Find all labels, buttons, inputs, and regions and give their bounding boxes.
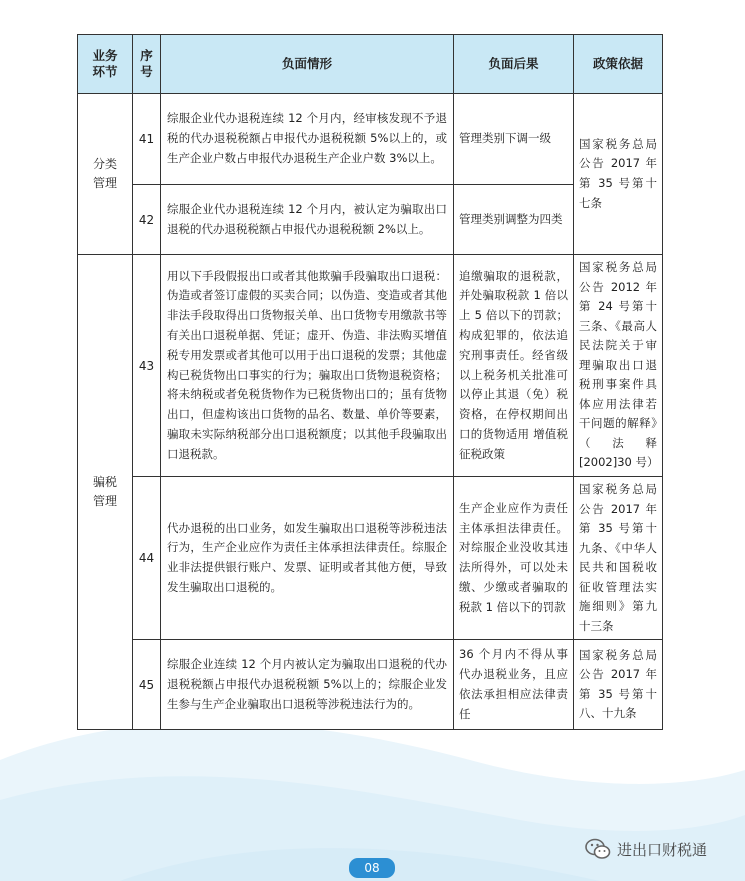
header-seq (133, 35, 161, 94)
consequence-cell: 36 个月内不得从事代办退税业务，且应依法承担相应法律责任 (454, 640, 574, 730)
row-number: 43 (133, 255, 161, 477)
stage-fraud-l1: 骗税 (92, 475, 117, 489)
situation-cell: 代办退税的出口业务，如发生骗取出口退税等涉税违法行为，生产企业应作为责任主体承担法律责任。综服企业非法提供银行账户、发票、证明或者其他方便，导致发生骗取出口退税的。 (161, 477, 454, 640)
wechat-icon (585, 838, 611, 860)
basis-cell: 国家税务总局公告 2012 年第 24 号第十三条、《最高人民法院关于审理骗取出口退税刑事案件具体应用法律若干问题的解释》（法释[2002]30 号） (574, 255, 663, 477)
stage-classification-l1: 分类 (92, 156, 117, 171)
basis-cell: 国家税务总局公告 2017 年第 35 号第十九条、《中华人民共和国税收征收管理法实施细则》第九十三条 (574, 477, 663, 640)
row-number: 42 (133, 185, 161, 255)
basis-cell: 国家税务总局公告 2017 年第 35 号第十八、十九条 (574, 640, 663, 730)
consequence-cell: 管理类别调整为四类 (454, 185, 574, 255)
row-number: 41 (133, 94, 161, 185)
consequence-cell: 生产企业应作为责任主体承担法律责任。对综服企业没收其违法所得外，可以处未缴、少缴或者骗取的税款 1 倍以下的罚款 (454, 477, 574, 640)
stage-cell-classification (78, 94, 133, 255)
page-number: 08 (349, 858, 395, 878)
situation-cell: 综服企业连续 12 个月内被认定为骗取出口退税的代办退税税额占申报代办退税税额 5%以上的；综服企业发生参与生产企业骗取出口退税等涉税违法行为的。 (161, 640, 454, 730)
row-number: 44 (133, 477, 161, 640)
row-number: 45 (133, 640, 161, 730)
header-stage-l1: 业务 (92, 47, 118, 63)
consequence-cell: 管理类别下调一级 (454, 94, 574, 185)
header-situation: 负面情形 (161, 35, 454, 94)
table-row (78, 94, 663, 185)
policy-table (77, 34, 663, 730)
stage-classification-l2: 管理 (92, 176, 117, 190)
consequence-cell: 追缴骗取的退税款，并处骗取税款 1 倍以上 5 倍以下的罚款；构成犯罪的，依法追究刑事责任。经省级以上税务机关批准可以停止其退（免）税资格，在停权期间出口的货物适用 增值税征税政策 (454, 255, 574, 477)
stage-fraud-l2: 管理 (92, 494, 117, 509)
header-seq-l2: 号 (140, 64, 153, 79)
header-seq-l1: 序 (140, 47, 153, 63)
table-row (78, 640, 663, 730)
header-stage-l2: 环节 (92, 64, 118, 79)
basis-cell: 国家税务总局公告 2017 年第 35 号第十七条 (574, 94, 663, 255)
table-header-row (78, 35, 663, 94)
situation-cell: 综服企业代办退税连续 12 个月内，被认定为骗取出口退税的代办退税税额占申报代办退税税额 2%以上。 (161, 185, 454, 255)
stage-cell-fraud (78, 255, 133, 730)
table-row (78, 255, 663, 477)
situation-cell: 用以下手段假报出口或者其他欺骗手段骗取出口退税：伪造或者签订虚假的买卖合同；以伪造、变造或者其他非法手段取得出口货物报关单、出口货物专用缴款书等有关出口退税单据、凭证；虚开、伪造、非法购买增值税专用发票或者其他可以用于出口退税的发票；其他虚构已税货物出口事实的行为；骗取出口货物退税资格；将未纳税或者免税货物作为已税货物出口的；虽有货物出口，但虚构该出口货物的品名、数量、单价等要素，骗取未实际纳税部分出口退税额度；以其他手段骗取出口退税款。 (161, 255, 454, 477)
situation-cell: 综服企业代办退税连续 12 个月内，经审核发现不予退税的代办退税税额占申报代办退税税额 5%以上的，或生产企业户数占申报代办退税生产企业户数 3%以上。 (161, 94, 454, 185)
header-stage (78, 35, 133, 94)
watermark-text: 进出口财税通 (617, 840, 708, 859)
header-consequence: 负面后果 (454, 35, 574, 94)
header-basis: 政策依据 (574, 35, 663, 94)
table-row (78, 477, 663, 640)
watermark (585, 838, 707, 860)
